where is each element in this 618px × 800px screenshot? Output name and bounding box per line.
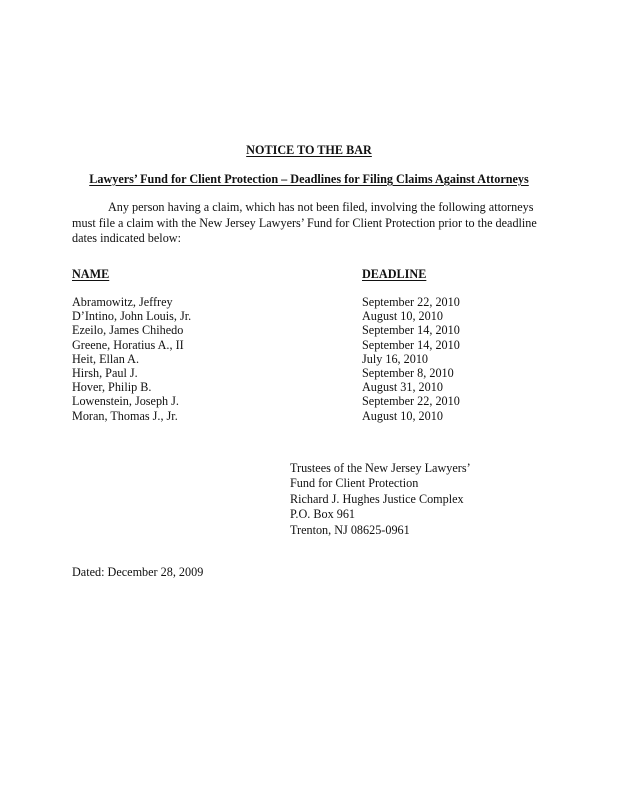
attorney-row xyxy=(72,394,492,408)
notice-subtitle: Lawyers’ Fund for Client Protection – Deadlines for Filing Claims Against Attorneys xyxy=(89,172,529,186)
attorney-row xyxy=(72,380,492,394)
attorney-row xyxy=(72,323,492,337)
attorney-row xyxy=(72,352,492,366)
trustees-address-block xyxy=(290,461,471,538)
address-line: Richard J. Hughes Justice Complex xyxy=(290,491,464,506)
attorney-name: Ezeilo, James Chihedo xyxy=(72,323,184,338)
attorney-list xyxy=(72,295,492,423)
attorney-name: Lowenstein, Joseph J. xyxy=(72,394,179,409)
attorney-name: Hover, Philip B. xyxy=(72,380,152,395)
dated-line: Dated: December 28, 2009 xyxy=(72,565,204,579)
claim-deadline: September 14, 2010 xyxy=(362,337,460,352)
claim-deadline: August 10, 2010 xyxy=(362,408,443,423)
claim-deadline: July 16, 2010 xyxy=(362,351,429,366)
claim-deadline: September 14, 2010 xyxy=(362,323,460,338)
claim-deadline: August 31, 2010 xyxy=(362,380,443,395)
attorney-name: Heit, Ellan A. xyxy=(72,351,140,366)
attorney-name: Abramowitz, Jeffrey xyxy=(72,295,173,309)
attorney-row xyxy=(72,338,492,352)
claim-deadline: September 8, 2010 xyxy=(362,365,454,380)
attorney-row xyxy=(72,295,492,309)
attorney-name: Greene, Horatius A., II xyxy=(72,337,184,352)
claim-deadline: September 22, 2010 xyxy=(362,394,460,409)
attorney-name: Moran, Thomas J., Jr. xyxy=(72,408,178,423)
address-line: Trustees of the New Jersey Lawyers’ xyxy=(290,461,471,475)
attorney-row xyxy=(72,309,492,323)
intro-paragraph: Any person having a claim, which has not been filed, involving the following attorneys must file a claim with the New Jersey Lawyers’ Fund for Client Protection prior to the deadline dates indicated below: xyxy=(72,200,537,245)
attorney-name: D’Intino, John Louis, Jr. xyxy=(72,309,192,324)
address-line: Fund for Client Protection xyxy=(290,476,419,491)
address-line: Trenton, NJ 08625-0961 xyxy=(290,522,410,537)
attorney-name: Hirsh, Paul J. xyxy=(72,365,138,380)
claim-deadline: August 10, 2010 xyxy=(362,309,443,324)
address-line: P.O. Box 961 xyxy=(290,507,356,522)
deadline-column-header: DEADLINE xyxy=(362,267,427,281)
name-column-header: NAME xyxy=(72,267,110,281)
notice-title: NOTICE TO THE BAR xyxy=(246,143,372,157)
claim-deadline: September 22, 2010 xyxy=(362,295,460,309)
attorney-row xyxy=(72,366,492,380)
attorney-row xyxy=(72,409,492,423)
